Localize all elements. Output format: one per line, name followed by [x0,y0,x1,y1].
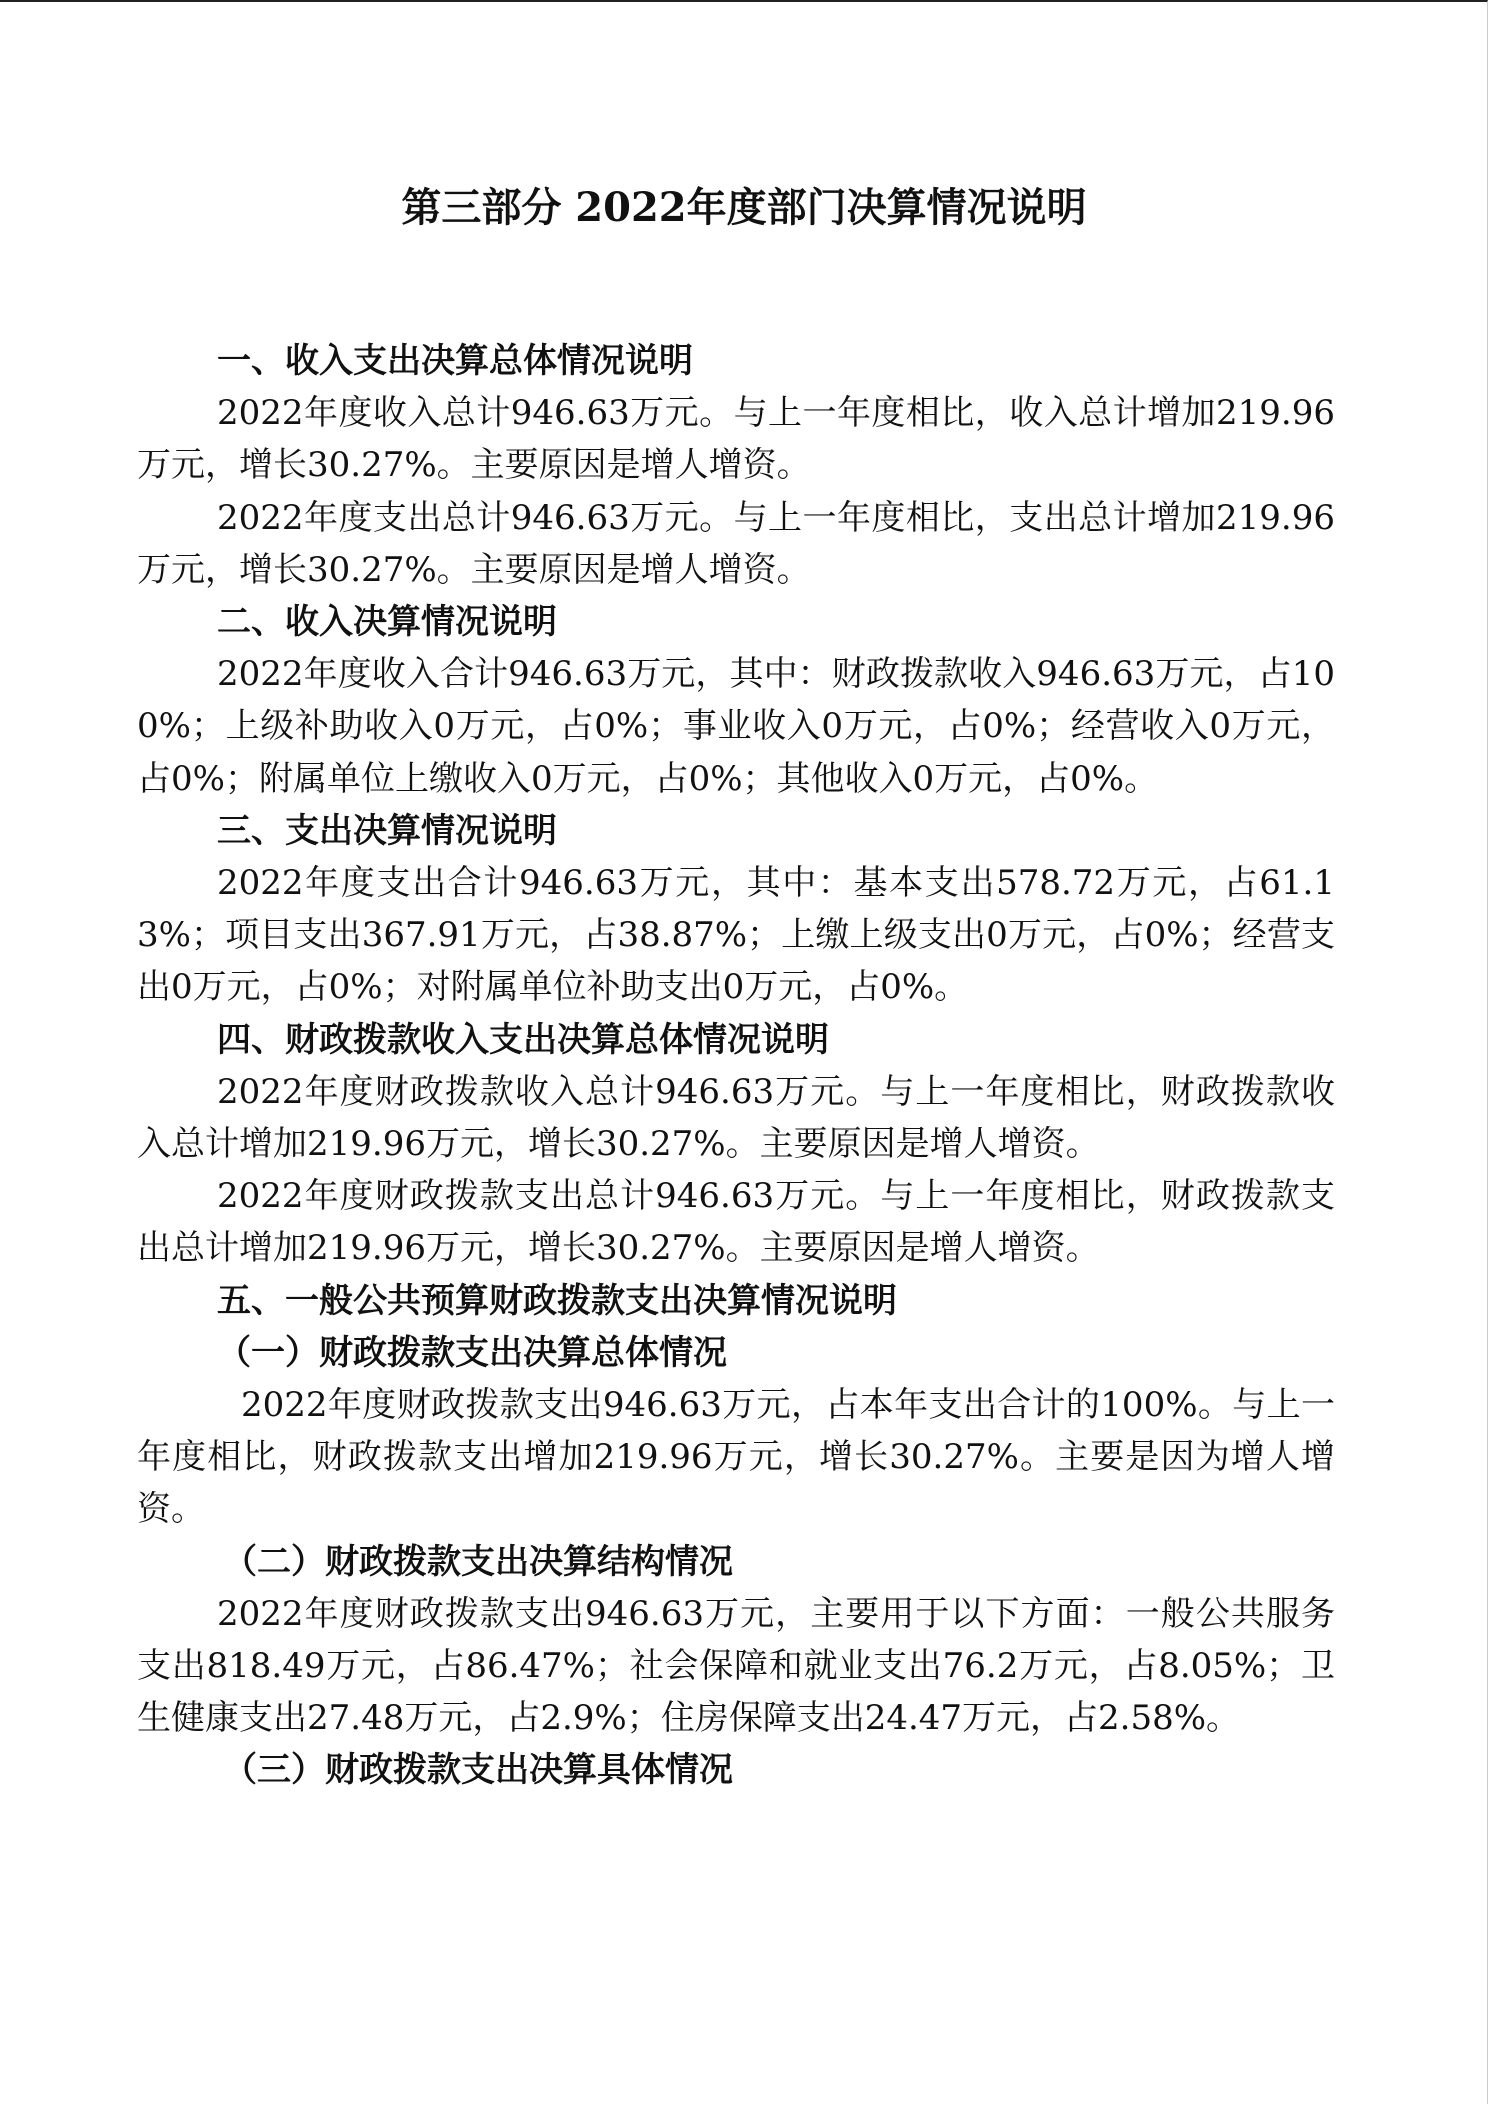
subsection-heading-1: （一）财政拨款支出决算总体情况 [217,1332,727,1373]
section-heading-3: 三、支出决算情况说明 [217,810,557,851]
paragraph: 2022年度收入合计946.63万元，其中：财政拨款收入946.63万元，占100%；上级补助收入0万元，占0%；事业收入0万元，占0%；经营收入0万元，占0%；附属单位上缴收入0万元，占0%；其他收入0万元，占0%。 [137,654,1335,799]
section-heading-4: 四、财政拨款收入支出决算总体情况说明 [217,1019,829,1060]
paragraph: 2022年度支出合计946.63万元，其中：基本支出578.72万元，占61.13%；项目支出367.91万元，占38.87%；上缴上级支出0万元，占0%；经营支出0万元，占0%；对附属单位补助支出0万元，占0%。 [137,863,1335,1008]
page-title: 第三部分 2022年度部门决算情况说明 [401,184,1087,231]
paragraph: 2022年度收入总计946.63万元。与上一年度相比，收入总计增加219.96万元，增长30.27%。主要原因是增人增资。 [137,393,1335,486]
section-heading-2: 二、收入决算情况说明 [217,602,557,643]
subsection-heading-3: （三）财政拨款支出决算具体情况 [223,1750,733,1791]
paragraph: 2022年度财政拨款收入总计946.63万元。与上一年度相比，财政拨款收入总计增加219.96万元，增长30.27%。主要原因是增人增资。 [137,1071,1335,1165]
document-body [137,335,1335,1797]
subsection-heading-2: （二）财政拨款支出决算结构情况 [223,1541,733,1582]
section-heading-1: 一、收入支出决算总体情况说明 [217,341,693,381]
paragraph: 2022年度财政拨款支出946.63万元，占本年支出合计的100%。与上一年度相比，财政拨款支出增加219.96万元，增长30.27%。主要是因为增人增资。 [137,1385,1335,1530]
paragraph: 2022年度财政拨款支出总计946.63万元。与上一年度相比，财政拨款支出总计增加219.96万元，增长30.27%。主要原因是增人增资。 [137,1176,1335,1269]
paragraph: 2022年度财政拨款支出946.63万元，主要用于以下方面：一般公共服务支出818.49万元，占86.47%；社会保障和就业支出76.2万元，占8.05%；卫生健康支出27.48万元，占2.9%；住房保障支出24.47万元，占2.58%。 [137,1593,1335,1739]
paragraph: 2022年度支出总计946.63万元。与上一年度相比，支出总计增加219.96万元，增长30.27%。主要原因是增人增资。 [137,497,1335,590]
section-heading-5: 五、一般公共预算财政拨款支出决算情况说明 [217,1280,897,1321]
